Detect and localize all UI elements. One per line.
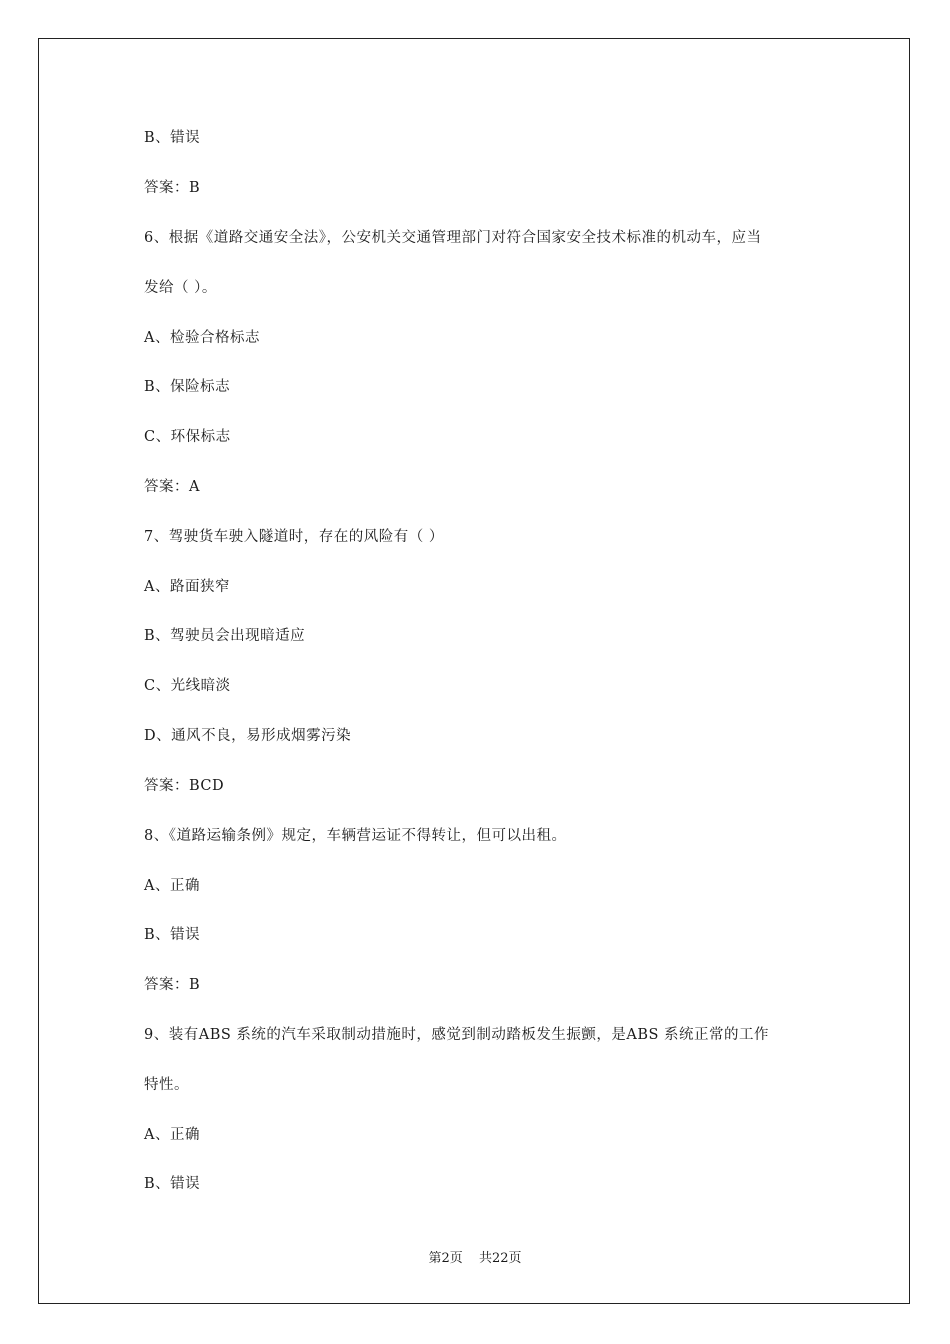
q9-option-a: A、正确	[144, 1127, 200, 1143]
q7-option-c: C、光线暗淡	[144, 678, 231, 694]
q6-question: 6、根据《道路交通安全法》，公安机关交通管理部门对符合国家安全技术标准的机动车，应当	[144, 230, 762, 246]
q6-option-b: B、保险标志	[144, 379, 231, 395]
q8-option-a: A、正确	[144, 878, 200, 894]
q7-option-b: B、驾驶员会出现暗适应	[144, 628, 306, 644]
q8-question: 8、《道路运输条例》规定，车辆营运证不得转让，但可以出租。	[144, 828, 567, 844]
q6-option-a: A、检验合格标志	[144, 330, 260, 346]
q7-question: 7、驾驶货车驶入隧道时，存在的风险有（ ）	[144, 529, 444, 545]
q9-option-b: B、错误	[144, 1176, 201, 1192]
q9-question: 9、装有ABS 系统的汽车采取制动措施时，感觉到制动踏板发生振颤，是ABS 系统正常的工作	[144, 1027, 770, 1043]
q5-option-b: B、错误	[144, 130, 201, 146]
q6-question-cont: 发给（ ）。	[144, 280, 217, 296]
page-number: 第2页	[428, 1251, 463, 1266]
page-footer	[0, 1247, 950, 1266]
q7-option-d: D、通风不良，易形成烟雾污染	[144, 728, 352, 744]
q9-question-cont: 特性。	[144, 1077, 189, 1093]
q7-option-a: A、路面狭窄	[144, 579, 230, 595]
q8-answer: 答案：B	[144, 977, 201, 993]
q7-answer: 答案：BCD	[144, 778, 225, 794]
q8-option-b: B、错误	[144, 927, 201, 943]
q5-answer: 答案：B	[144, 180, 201, 196]
q6-option-c: C、环保标志	[144, 429, 231, 445]
page-total: 共22页	[478, 1251, 522, 1266]
q6-answer: 答案：A	[144, 479, 200, 495]
